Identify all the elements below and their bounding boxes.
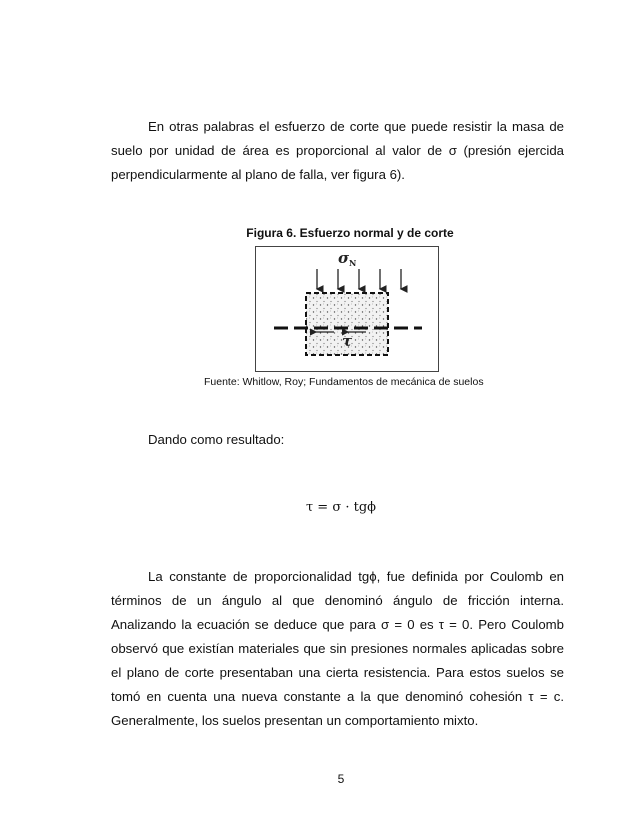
figure-caption-text: Figura 6. Esfuerzo normal y de corte [246,226,454,240]
paragraph-coulomb-text: La constante de proporcionalidad tgϕ, fue definida por Coulomb en términos de un ángulo al que denominó ángulo de fricción interna. Analizando la ecuación se deduce que para σ = 0 es τ = 0. Pero Coulomb observó que existían materiales que sin presiones normales aplicadas sobre el plano de corte presentaban una cierta resistencia. Para estos suelos se tomó en cuenta una nueva constante a la que denominó cohesión τ = c. Generalmente, los suelos presentan un comportamiento mixto. [111,569,564,728]
page-number-text: 5 [337,772,345,786]
figure-source: Fuente: Whitlow, Roy; Fundamentos de mecánica de suelos [204,376,484,388]
tau-label: τ [342,332,353,350]
stress-diagram-svg [256,247,438,371]
stress-diagram [255,246,439,372]
normal-stress-arrows [317,269,401,289]
formula-text: τ = σ · tgϕ [305,500,377,515]
paragraph-result-text: Dando como resultado: [148,432,285,447]
paragraph-result [111,428,564,452]
figure-caption [0,226,638,240]
paragraph-intro [111,115,564,187]
paragraph-intro-text: En otras palabras el esfuerzo de corte que puede resistir la masa de suelo por unidad de área es proporcional al valor de σ (presión ejercida perpendicularmente al plano de falla, ver figura 6). [111,119,564,182]
paragraph-coulomb [111,565,564,733]
sigma-label: σ [338,249,350,267]
sigma-subscript: N [349,258,357,268]
page-number [0,772,638,786]
formula [0,500,638,515]
